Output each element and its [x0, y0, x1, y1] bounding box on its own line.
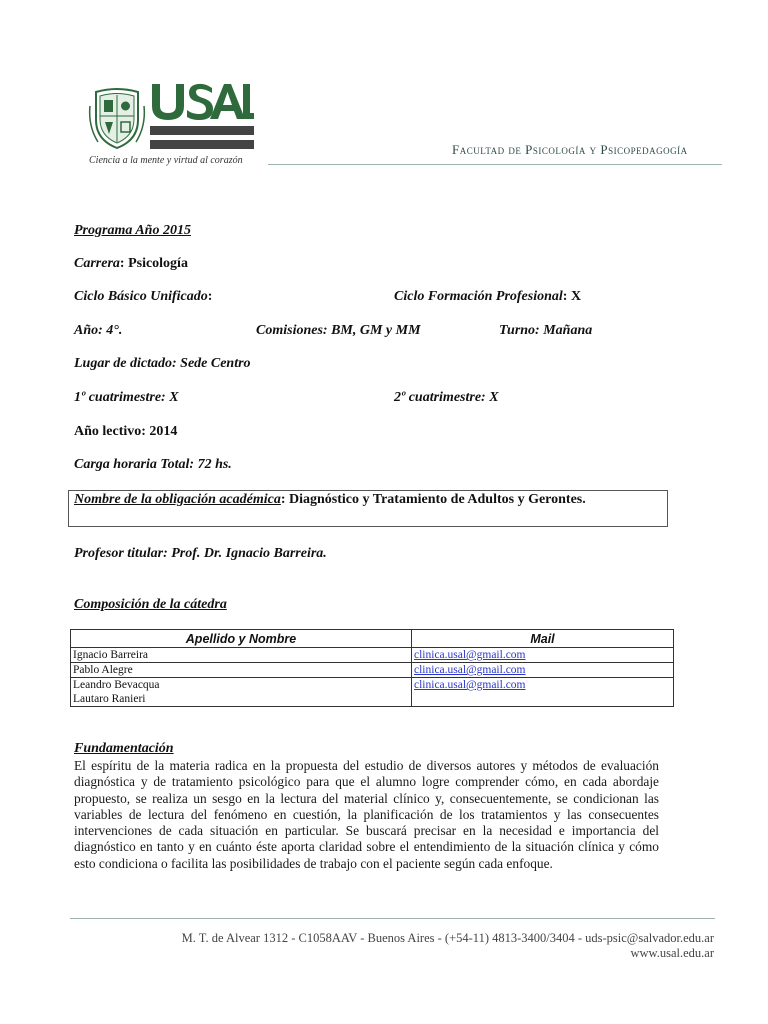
university-motto: Ciencia a la mente y virtud al corazón: [89, 155, 243, 166]
turno-field: Turno: Mañana: [499, 323, 593, 338]
usal-wordmark-icon: [150, 80, 254, 120]
cuatrimestre-1: 1º cuatrimestre: X: [74, 390, 179, 405]
ciclo-profesional-value: : X: [562, 289, 582, 304]
column-header-name: Apellido y Nombre: [71, 630, 412, 648]
member-name-cell: [71, 678, 412, 707]
profesor-titular: Profesor titular: Prof. Dr. Ignacio Barreira.: [74, 546, 327, 561]
member-mail-link[interactable]: clinica.usal@gmail.com: [414, 679, 526, 691]
ciclo-basico-label: Ciclo Básico Unificado: [74, 289, 208, 304]
member-name: Pablo Alegre: [71, 663, 412, 678]
catedra-heading: Composición de la cátedra: [74, 597, 227, 612]
member-mail-link[interactable]: clinica.usal@gmail.com: [414, 664, 526, 676]
carga-horaria: Carga horaria Total: 72 hs.: [74, 457, 232, 472]
obligacion-value: : Diagnóstico y Tratamiento de Adultos y Gerontes.: [280, 492, 586, 507]
footer-divider: [70, 918, 715, 919]
obligacion-label: Nombre de la obligación académica: [74, 492, 281, 507]
member-mail-cell: [412, 678, 674, 707]
fundamentacion-heading: Fundamentación: [74, 741, 174, 756]
anio-field: Año: 4°.: [74, 323, 123, 338]
table-row: [71, 678, 674, 707]
table-row: [71, 663, 674, 678]
crest-icon: [88, 86, 146, 152]
comisiones-field: Comisiones: BM, GM y MM: [256, 323, 421, 338]
carrera-line: [74, 256, 188, 272]
catedra-table: [70, 629, 674, 707]
faculty-name: Facultad de Psicología y Psicopedagogía: [452, 142, 688, 157]
ciclo-profesional-line: [394, 289, 581, 305]
usal-logo-text: [150, 80, 254, 128]
ciclo-profesional-label: Ciclo Formación Profesional: [394, 289, 563, 304]
cuatrimestre-2: 2º cuatrimestre: X: [394, 390, 499, 405]
carrera-value: : Psicología: [119, 256, 188, 271]
fundamentacion-paragraph: El espíritu de la materia radica en la propuesta del estudio de diversos autores y métodos de evaluación diagnóstica y de tratamiento psicológico para que el alumno logre comprender cómo, en cada abordaje propuesto, se realiza un sesgo en la lectura del material clínico y, consecuentemente, se condicionan las variables de lectura del fenómeno en cuestión, la planificación de los tratamientos y las consecuentes intervenciones de cada situación en particular. Se buscará precisar en la necesidad e importancia del diagnóstico en tanto y en cuánto éste aporta claridad sobre el entendimiento de la situación clínica y cómo esto condiciona o facilita las posibilidades de trabajo con el paciente según cada enfoque.: [74, 758, 659, 871]
university-name: [150, 124, 256, 155]
obligacion-line: [74, 492, 586, 508]
member-mail-link[interactable]: clinica.usal@gmail.com: [414, 649, 526, 661]
university-name-wordmark-icon: [150, 124, 256, 152]
member-name: Lautaro Ranieri: [73, 693, 146, 705]
lugar-dictado: Lugar de dictado: Sede Centro: [74, 356, 251, 371]
header-divider: [268, 164, 722, 165]
carrera-label: Carrera: [74, 256, 120, 271]
university-crest-logo: [88, 86, 146, 152]
footer-address: M. T. de Alvear 1312 - C1058AAV - Buenos Aires - (+54-11) 4813-3400/3404 - uds-psic@salvador.edu.ar: [181, 931, 714, 945]
member-mail-cell: [412, 663, 674, 678]
member-name: Leandro Bevacqua: [73, 679, 160, 691]
member-mail-cell: [412, 648, 674, 663]
column-header-mail: Mail: [412, 630, 674, 648]
ciclo-basico-value: :: [207, 289, 213, 304]
anio-lectivo: Año lectivo: 2014: [74, 424, 178, 439]
ciclo-basico-line: [74, 289, 212, 305]
footer-website: www.usal.edu.ar: [630, 946, 714, 960]
program-title: Programa Año 2015: [74, 223, 191, 238]
table-row: [71, 648, 674, 663]
member-name: Ignacio Barreira: [71, 648, 412, 663]
table-header-row: [71, 630, 674, 648]
